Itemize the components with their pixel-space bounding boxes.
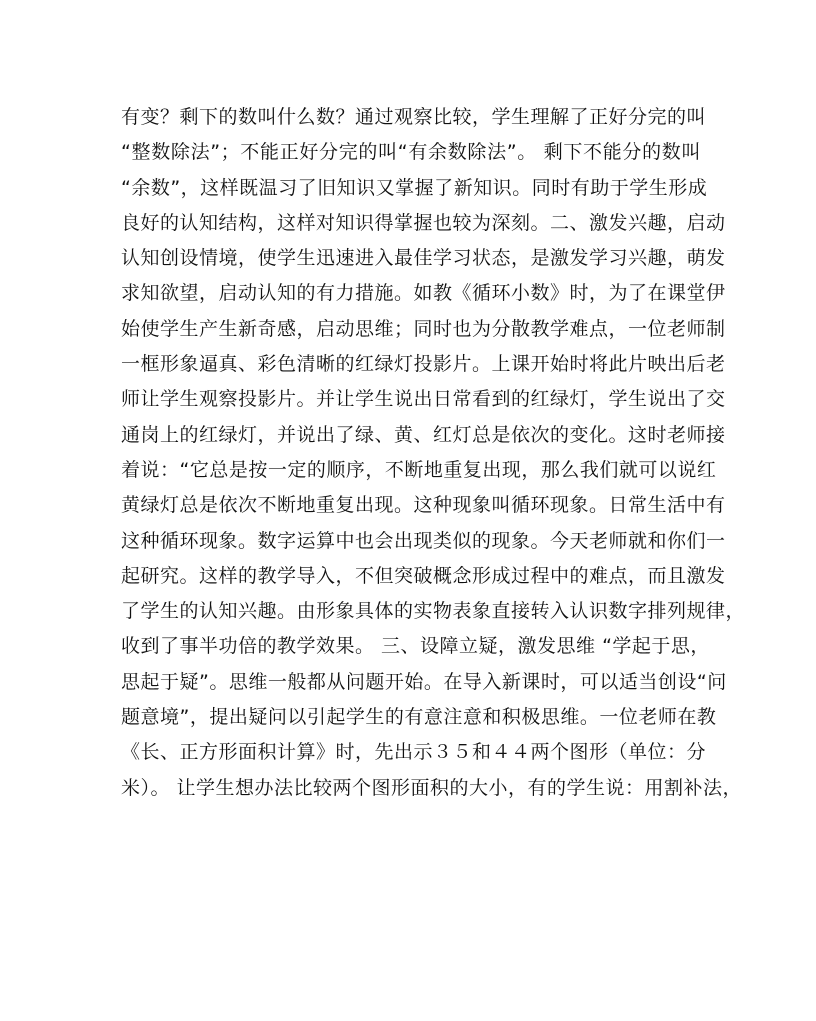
text-line-7: 始使学生产生新奇感，启动思维；同时也为分散教学难点，一位老师制 [121, 317, 726, 340]
text-line-13: 这种循环现象。数字运算中也会出现类似的现象。今天老师就和你们一 [121, 529, 726, 552]
text-line-16: 收到了事半功倍的教学效果。 三、设障立疑，激发思维 “学起于思， [121, 635, 710, 658]
text-line-15: 了学生的认知兴趣。由形象具体的实物表象直接转入认识数字排列规律， [121, 600, 746, 623]
text-line-20: 米）。 让学生想办法比较两个图形面积的大小，有的学生说：用割补法， [121, 776, 743, 799]
text-line-14: 起研究。这样的教学导入，不但突破概念形成过程中的难点，而且激发 [121, 564, 726, 587]
text-line-2: “整数除法”；不能正好分完的叫“有余数除法”。 剩下不能分的数叫 [121, 141, 701, 164]
text-line-5: 认知创设情境，使学生迅速进入最佳学习状态，是激发学习兴趣，萌发 [121, 247, 726, 270]
text-line-12: 黄绿灯总是依次不断地重复出现。这种现象叫循环现象。日常生活中有 [121, 494, 726, 517]
text-line-19: 《长、正方形面积计算》时，先出示３５和４４两个图形（单位：分 [121, 741, 707, 764]
text-line-10: 通岗上的红绿灯，并说出了绿、黄、红灯总是依次的变化。这时老师接 [121, 423, 726, 446]
text-line-17: 思起于疑”。思维一般都从问题开始。在导入新课时，可以适当创设“问 [121, 670, 727, 693]
text-line-9: 师让学生观察投影片。并让学生说出日常看到的红绿灯，学生说出了交 [121, 388, 726, 411]
text-line-6: 求知欲望，启动认知的有力措施。如教《循环小数》时，为了在课堂伊 [121, 282, 726, 305]
text-line-4: 良好的认知结构，这样对知识得掌握也较为深刻。二、激发兴趣，启动 [121, 211, 726, 234]
text-line-11: 着说：“它总是按一定的顺序，不断地重复出现，那么我们就可以说红 [121, 458, 717, 481]
text-line-18: 题意境”，提出疑问以引起学生的有意注意和积极思维。一位老师在教 [121, 706, 717, 729]
body-text [121, 100, 746, 806]
text-line-3: “余数”，这样既温习了旧知识又掌握了新知识。同时有助于学生形成 [121, 176, 708, 199]
text-line-1: 有变？剩下的数叫什么数？通过观察比较，学生理解了正好分完的叫 [121, 106, 707, 128]
text-line-8: 一框形象逼真、彩色清晰的红绿灯投影片。上课开始时将此片映出后老 [121, 353, 726, 376]
